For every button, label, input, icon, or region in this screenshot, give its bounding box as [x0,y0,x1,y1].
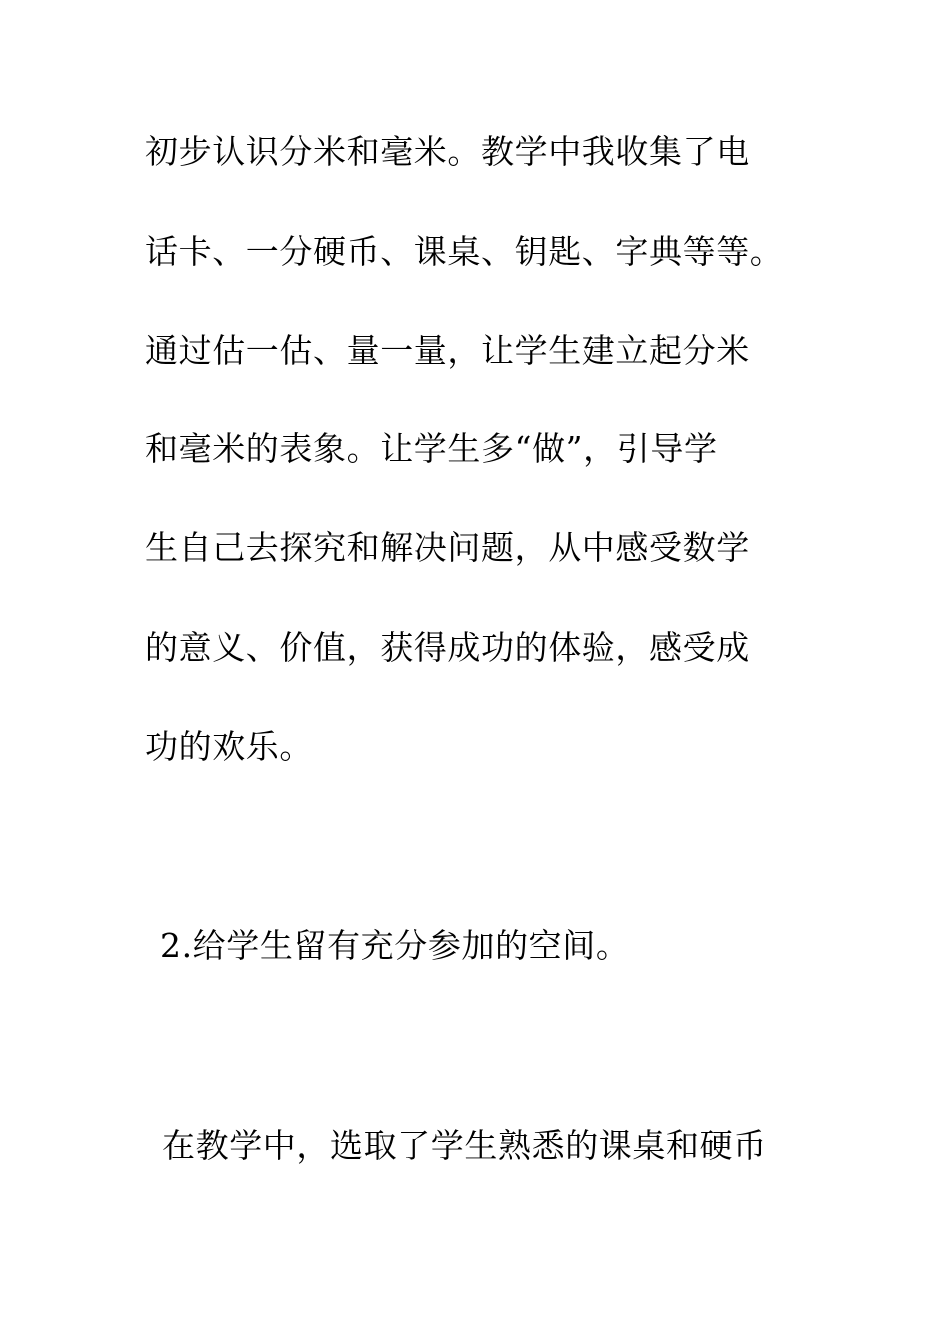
paragraph-line: 和毫米的表象。让学生多“做”，引导学 [145,429,718,468]
paragraph-line: 话卡、一分硬币、课桌、钥匙、字典等等。 [145,232,784,271]
paragraph-line: 的意义、价值，获得成功的体验，感受成 [145,628,750,667]
paragraph-line: 功的欢乐。 [145,727,313,766]
paragraph-line: 通过估一估、量一量，让学生建立起分米 [145,331,750,370]
paragraph-line: 生自己去探究和解决问题，从中感受数学 [145,528,750,567]
section-heading: 2.给学生留有充分参加的空间。 [160,926,630,965]
paragraph-line: 初步认识分米和毫米。教学中我收集了电 [145,132,750,171]
paragraph-line: 在教学中，选取了学生熟悉的课桌和硬币 [162,1126,767,1165]
